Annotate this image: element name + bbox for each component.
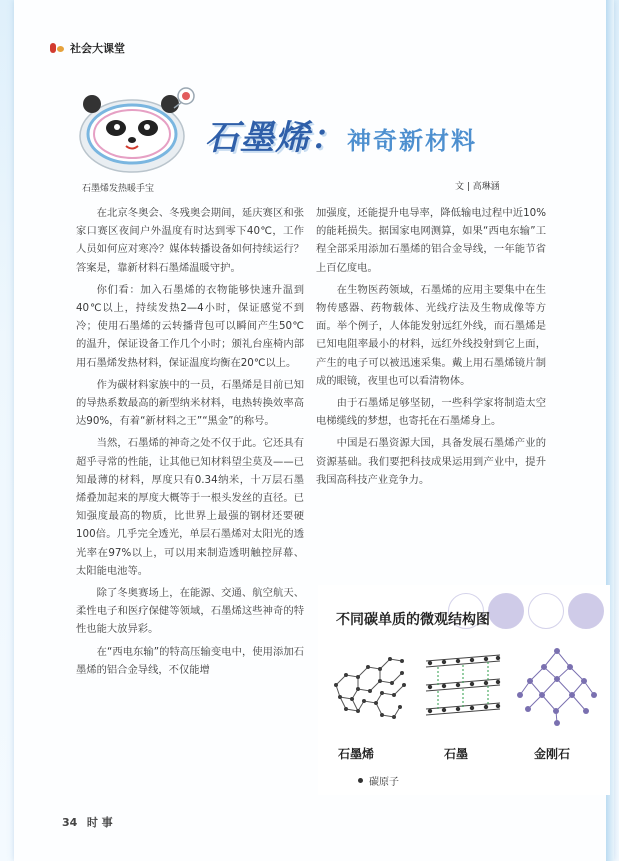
label-diamond: 金刚石 <box>534 747 571 761</box>
paragraph: 中国是石墨资源大国，具备发展石墨烯产业的资源基础。我们要把科技成果运用到产业中，提升我国高科技产业竞争力。 <box>316 437 546 486</box>
label-graphite: 石墨 <box>444 747 469 761</box>
legend-label: 碳原子 <box>369 777 399 788</box>
paragraph: 除了冬奥赛场上，在能源、交通、航空航天、柔性电子和医疗保健等领域，石墨烯这些神奇的特性也能大放异彩。 <box>76 587 304 636</box>
bubble-icon <box>568 593 604 629</box>
left-column <box>76 204 304 683</box>
paragraph: 你们看：加入石墨烯的衣物能够快速升温到40℃以上，持续发热2—4小时，保证感觉不到冷；使用石墨烯的云转播背包可以瞬间产生50℃的温升，保证设备工作几个小时；颁礼台座椅内部用石墨烯发热材料，保证温度均衡在20℃以上。 <box>76 283 304 369</box>
paragraph-continued: 加强度，还能提升电导率，降低输电过程中近10%的能耗损失。据国家电网测算，如果“西电东输”工程全部采用添加石墨烯的铝合金导线，一年能节省上百亿度电。 <box>316 207 546 274</box>
bubble-icon <box>488 593 524 629</box>
bubble-icon <box>528 593 564 629</box>
section-logo-icon <box>48 41 66 55</box>
graphite-structure-icon <box>418 645 508 727</box>
article-title <box>205 110 477 159</box>
image-caption: 石墨烯发热暖手宝 <box>82 184 155 194</box>
paragraph: 在生物医药领域，石墨烯的应用主要集中在生物传感器、药物载体、光线疗法及生物成像等方面。举个例子，人体能发射远红外线，而石墨烯是已知电阻率最小的材料，远红外线投射到它上面，产生的电子可以被迅速采集。戴上用石墨烯镜片制成的眼镜，夜里也可以看清物体。 <box>316 283 546 387</box>
carbon-structure-figure <box>318 585 610 795</box>
right-column <box>316 204 546 493</box>
title-colon: ： <box>310 118 345 158</box>
paragraph: 在北京冬奥会、冬残奥会期间，延庆赛区和张家口赛区夜间户外温度有时达到零下40℃，工作人员如何应对寒冷？媒体转播设备如何持续运行？答案是，靠新材料石墨烯温暖守护。 <box>76 207 304 274</box>
panda-hand-warmer-icon <box>70 78 200 178</box>
paragraph: 由于石墨烯足够坚韧，一些科学家将制造太空电梯缆线的梦想，也寄托在石墨烯身上。 <box>316 397 546 428</box>
section-label: 社会大课堂 <box>70 42 125 55</box>
figure-legend <box>358 773 399 788</box>
paragraph: 作为碳材料家族中的一员，石墨烯是目前已知的导热系数最高的新型纳米材料，电热转换效率高达90%，有着“新材料之王”“黑金”的称号。 <box>76 378 304 428</box>
page-footer <box>62 814 113 830</box>
title-main: 石墨烯 <box>205 118 310 158</box>
page-number: 34 <box>62 816 78 829</box>
paragraph: 在“西电东输”的特高压输变电中，使用添加石墨烯的铝合金导线，不仅能增 <box>76 645 304 676</box>
mascot-hand-warmer-image <box>70 78 200 178</box>
graphene-structure-icon <box>326 645 414 727</box>
section-header <box>48 40 125 56</box>
diamond-structure-icon <box>514 645 600 727</box>
carbon-atom-icon <box>358 778 363 783</box>
figure-title: 不同碳单质的微观结构图 <box>336 612 490 628</box>
byline: 文 | 高琳涵 <box>455 182 500 192</box>
paragraph: 当然，石墨烯的神奇之处不仅于此。它还具有超乎寻常的性能，让其他已知材料望尘莫及——已知最薄的材料，厚度只有0.34纳米，十万层石墨烯叠加起来的厚度大概等于一根头发丝的直径。已知强度最高的物质，比世界上最强的钢材还要硬100倍。几乎完全透光，单层石墨烯对太阳光的透光率在97%以上，可以用来制造透明触控屏幕、太阳能电池等。 <box>76 437 304 577</box>
title-subtitle: 神奇新材料 <box>347 127 477 155</box>
magazine-name: 时 事 <box>86 816 113 829</box>
label-graphene: 石墨烯 <box>338 747 375 761</box>
